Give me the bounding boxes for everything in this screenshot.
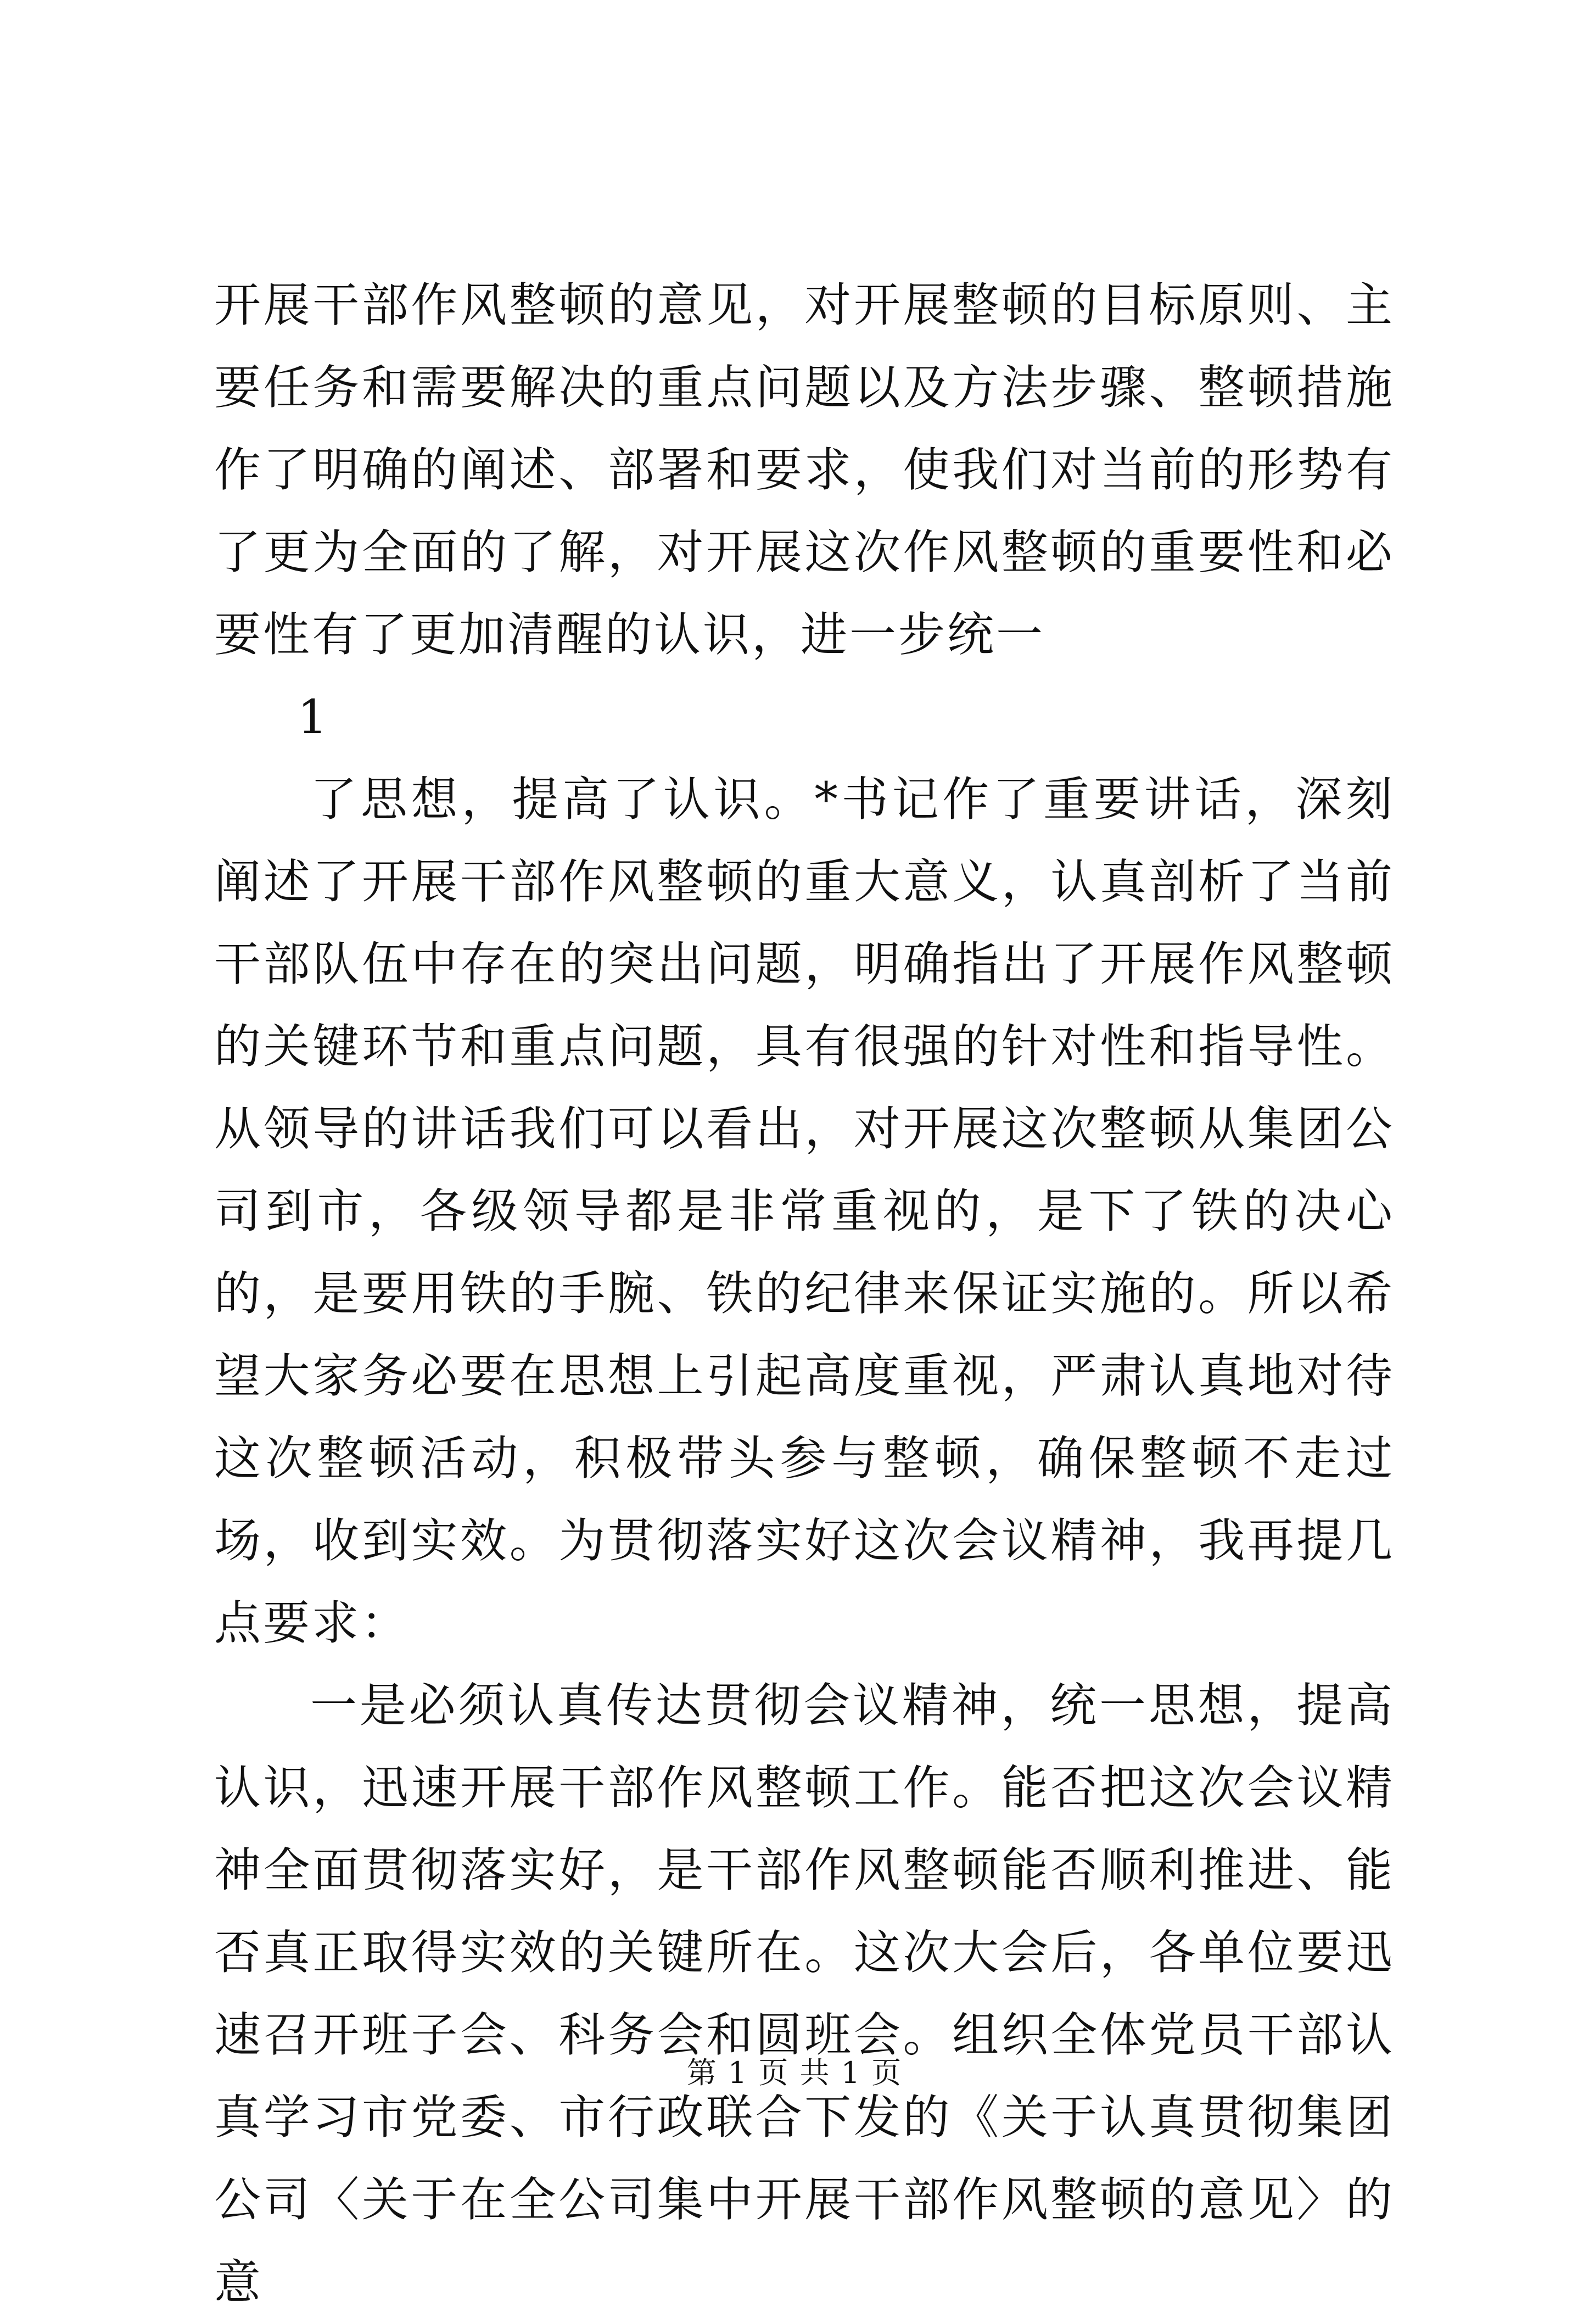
paragraph-continuation: 开展干部作风整顿的意见，对开展整顿的目标原则、主要任务和需要解决的重点问题以及方法步骤、整顿措施作了明确的阐述、部署和要求，使我们对当前的形势有了更为全面的了解，对开展这次作风整顿的重要性和必要性有了更加清醒的认识，进一步统一 <box>214 278 1395 662</box>
page-footer: 第 1 页 共 1 页 <box>686 2055 903 2090</box>
paragraph-2: 了思想，提高了认识。*书记作了重要讲话，深刻阐述了开展干部作风整顿的重大意义，认真剖析了当前干部队伍中存在的突出问题，明确指出了开展作风整顿的关键环节和重点问题，具有很强的针对性和指导性。从领导的讲话我们可以看出，对开展这次整顿从集团公司到市，各级领导都是非常重视的，是下了铁的决心的，是要用铁的手腕、铁的纪律来保证实施的。所以希望大家务必要在思想上引起高度重视，严肃认真地对待这次整顿活动，积极带头参与整顿，确保整顿不走过场，收到实效。为贯彻落实好这次会议精神，我再提几点要求： <box>214 773 1395 1651</box>
inline-page-number: 1 <box>298 690 330 745</box>
paragraph-3: 一是必须认真传达贯彻会议精神，统一思想，提高认识，迅速开展干部作风整顿工作。能否把这次会议精神全面贯彻落实好，是干部作风整顿能否顺利推进、能否真正取得实效的关键所在。这次大会后，各单位要迅速召开班子会、科务会和圆班会。组织全体党员干部认真学习市党委、市行政联合下发的《关于认真贯彻集团公司〈关于在全公司集中开展干部作风整顿的意见〉的意 <box>214 1679 1395 2310</box>
document-body <box>214 265 1395 2324</box>
